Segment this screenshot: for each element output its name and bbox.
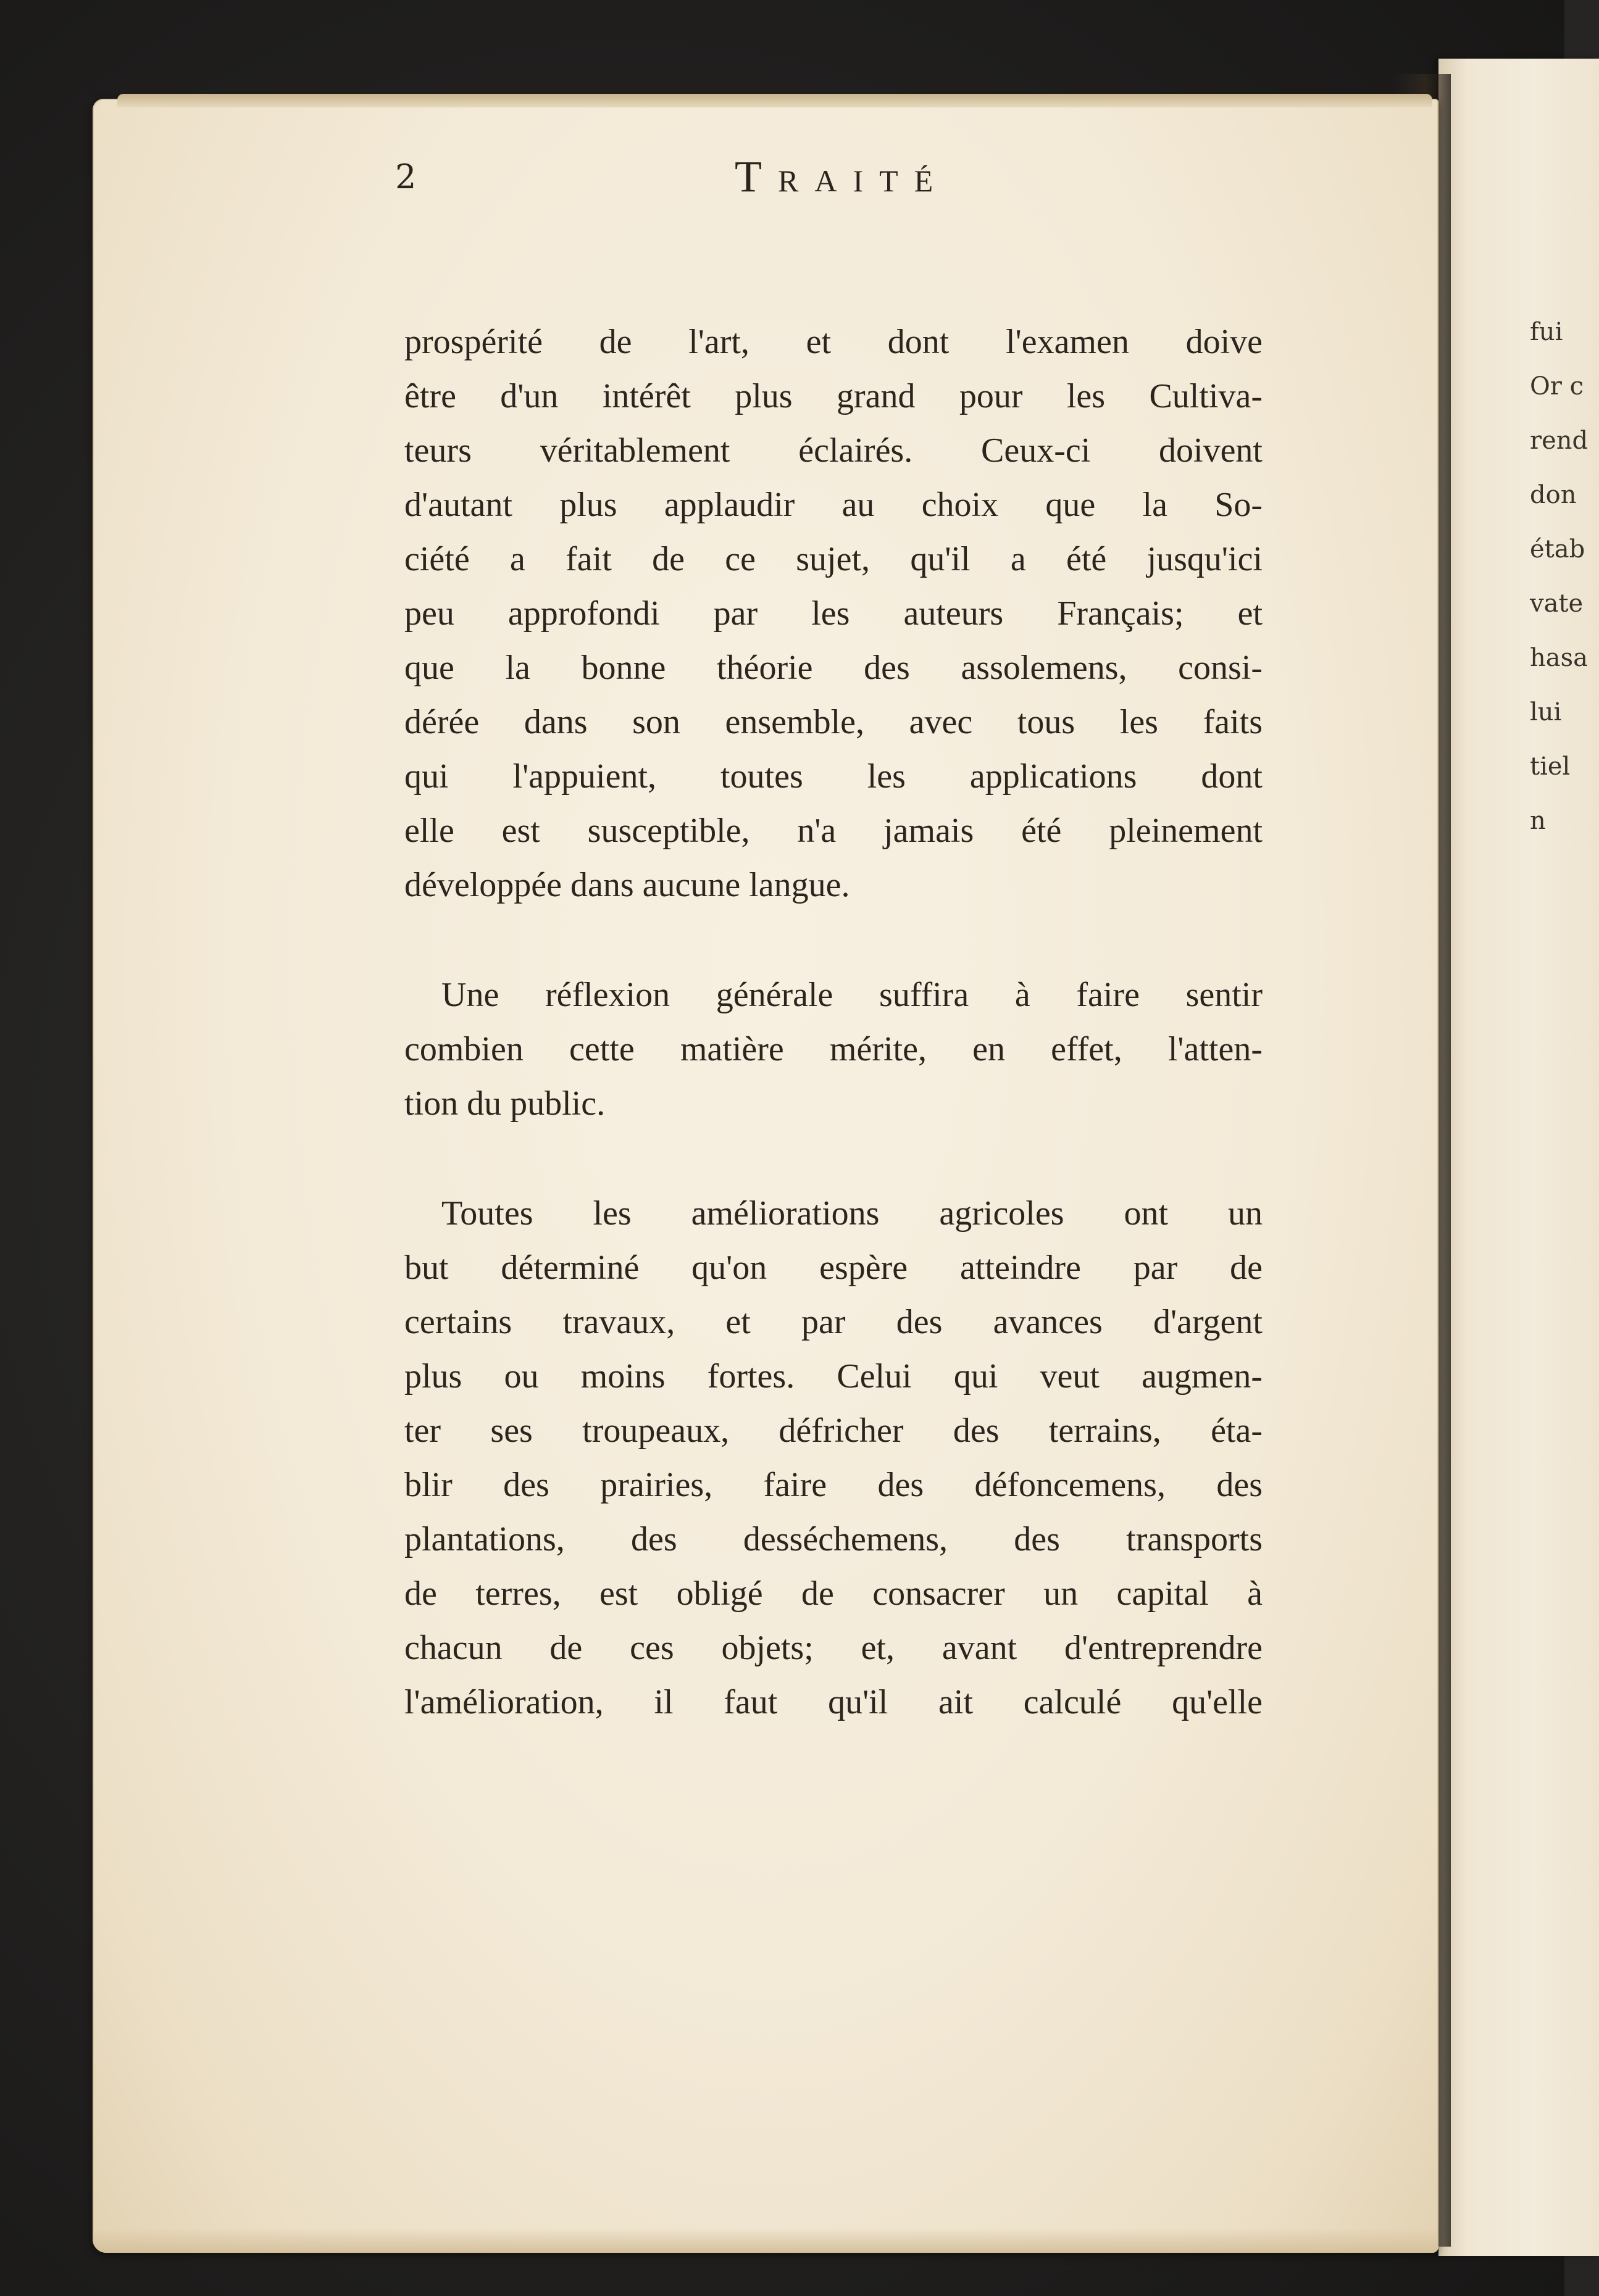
- text-line: ciété a fait de ce sujet, qu'il a été jusqu'ici: [404, 540, 1263, 578]
- text-line: l'amélioration, il faut qu'il ait calculé qu'elle: [404, 1683, 1263, 1721]
- text-line: elle est susceptible, n'a jamais été pleinement: [404, 812, 1263, 850]
- body-text: [404, 315, 1263, 1729]
- running-title: Traité: [735, 152, 950, 201]
- text-line: que la bonne théorie des assolemens, consi-: [404, 649, 1263, 687]
- text-line: être d'un intérêt plus grand pour les Cultiva-: [404, 377, 1263, 415]
- text-line: plus ou moins fortes. Celui qui veut augmen-: [404, 1357, 1263, 1395]
- facing-page-fragment: don: [1530, 481, 1577, 509]
- paragraph: [404, 1186, 1263, 1729]
- text-line: but déterminé qu'on espère atteindre par de: [404, 1249, 1263, 1287]
- text-line: Une réflexion générale suffira à faire sentir: [441, 976, 1263, 1014]
- text-line: tion du public.: [404, 1084, 606, 1123]
- text-line: qui l'appuient, toutes les applications dont: [404, 757, 1263, 796]
- text-line: développée dans aucune langue.: [404, 866, 850, 904]
- paragraph-spacer: [404, 912, 1263, 968]
- facing-page-fragment: vate: [1530, 589, 1584, 618]
- text-line: plantations, des desséchemens, des transports: [404, 1520, 1263, 1558]
- paragraph: [404, 968, 1263, 1131]
- text-line: chacun de ces objets; et, avant d'entreprendre: [404, 1629, 1263, 1667]
- text-line: dérée dans son ensemble, avec tous les faits: [404, 703, 1263, 741]
- text-line: certains travaux, et par des avances d'argent: [404, 1303, 1263, 1341]
- facing-page-fragment: tiel: [1530, 752, 1571, 781]
- page-header: [395, 151, 1247, 225]
- text-line: de terres, est obligé de consacrer un capital à: [404, 1574, 1263, 1613]
- facing-page-fragment: n: [1530, 807, 1546, 835]
- paragraph: [404, 315, 1263, 912]
- paragraph-spacer: [404, 1131, 1263, 1186]
- text-line: combien cette matière mérite, en effet, l'atten-: [404, 1030, 1263, 1068]
- facing-page: [1438, 59, 1599, 2256]
- facing-page-fragment: lui: [1530, 698, 1562, 726]
- text-line: blir des prairies, faire des défoncemens, des: [404, 1466, 1263, 1504]
- text-line: prospérité de l'art, et dont l'examen doive: [404, 323, 1263, 361]
- text-line: ter ses troupeaux, défricher des terrains, éta-: [404, 1412, 1263, 1450]
- text-line: d'autant plus applaudir au choix que la So-: [404, 486, 1263, 524]
- facing-page-fragment: fui: [1530, 318, 1563, 346]
- facing-page-fragment: rend: [1530, 426, 1589, 455]
- text-line: teurs véritablement éclairés. Ceux-ci doivent: [404, 431, 1263, 470]
- page-number: 2: [395, 157, 417, 196]
- text-line: peu approfondi par les auteurs Français; et: [404, 594, 1263, 633]
- text-line: Toutes les améliorations agricoles ont un: [441, 1194, 1263, 1233]
- facing-page-fragment: étab: [1530, 535, 1585, 564]
- facing-page-fragment: hasa: [1530, 644, 1588, 672]
- facing-page-fragment: Or c: [1530, 372, 1584, 401]
